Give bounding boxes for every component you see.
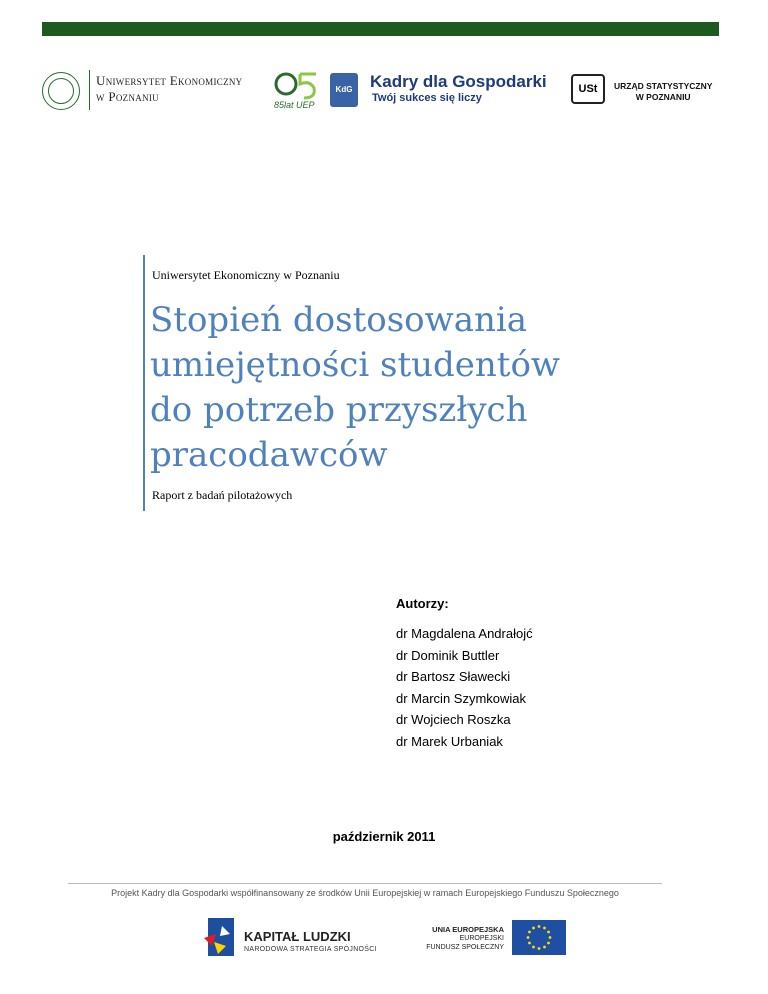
author-item: dr Marek Urbaniak: [396, 733, 503, 749]
top-green-bar: [42, 22, 719, 36]
statistics-office-logo-icon: USt: [571, 74, 605, 104]
eu-label-line1: UNIA EUROPEJSKA: [432, 925, 504, 934]
authors-heading: Autorzy:: [396, 596, 449, 611]
author-item: dr Marcin Szymkowiak: [396, 690, 527, 706]
author-item: dr Bartosz Sławecki: [396, 669, 511, 684]
eu-star: [543, 946, 546, 949]
eu-star: [532, 946, 535, 949]
eu-fund-label: [420, 925, 504, 952]
statistics-office-line1: URZĄD STATYSTYCZNY: [614, 81, 713, 91]
seal-divider: [89, 70, 90, 110]
title-line: pracodawców: [150, 435, 388, 475]
author-item: dr Wojciech Roszka: [396, 712, 511, 727]
university-name-line2: w Poznaniu: [96, 89, 159, 104]
title-accent-rule: [143, 255, 145, 511]
title-line: umiejętności studentów: [150, 345, 561, 385]
eu-star: [538, 947, 541, 950]
kdg-title: Kadry dla Gospodarki: [370, 72, 547, 91]
document-subtitle: Raport z badań pilotażowych: [152, 488, 293, 502]
kapital-ludzki-subtitle: NARODOWA STRATEGIA SPÓJNOŚCI: [244, 946, 377, 953]
eu-label-line2: EUROPEJSKI: [459, 935, 504, 942]
statistics-office-line2: W POZNANIU: [635, 92, 691, 102]
kdg-tagline: Twój sukces się liczy: [372, 92, 482, 104]
document-title: [150, 298, 610, 478]
eu-label-line3: FUNDUSZ SPOŁECZNY: [426, 944, 504, 951]
eu-star: [549, 936, 552, 939]
eu-star: [532, 927, 535, 930]
eu-star: [543, 927, 546, 930]
kdg-badge-text: KdG: [335, 85, 353, 94]
kdg-logo-icon: [330, 73, 358, 107]
eu-flag-icon: [512, 920, 566, 955]
university-seal-icon: [42, 72, 80, 110]
title-line: do potrzeb przyszłych: [150, 390, 528, 430]
author-item: dr Magdalena Andrałojć: [396, 626, 533, 641]
anniversary-label: 85lat UEP: [274, 100, 315, 110]
eu-star: [547, 931, 550, 934]
eu-star: [527, 936, 530, 939]
kapital-ludzki-logo-icon: [200, 912, 240, 960]
author-item: dr Dominik Buttler: [396, 647, 500, 663]
publication-date: październik 2011: [332, 829, 436, 844]
title-line: Stopień dostosowania: [150, 300, 528, 340]
kapital-ludzki-title: KAPITAŁ LUDZKI: [244, 929, 351, 944]
university-name-logo: [96, 73, 242, 105]
institution-name: Uniwersytet Ekonomiczny w Poznaniu: [152, 268, 340, 282]
eu-star: [528, 942, 531, 945]
university-name-line1: Uniwersytet Ekonomiczny: [96, 73, 243, 88]
footer-divider: [68, 883, 662, 884]
eu-star: [547, 942, 550, 945]
author-list: [396, 623, 533, 752]
eu-star: [528, 931, 531, 934]
eu-star: [538, 925, 541, 928]
statistics-office-name: [614, 81, 712, 103]
funding-note: Projekt Kadry dla Gospodarki współfinansowany ze środków Unii Europejskiej w ramach Europejskiego Funduszu Społecznego: [111, 888, 619, 898]
